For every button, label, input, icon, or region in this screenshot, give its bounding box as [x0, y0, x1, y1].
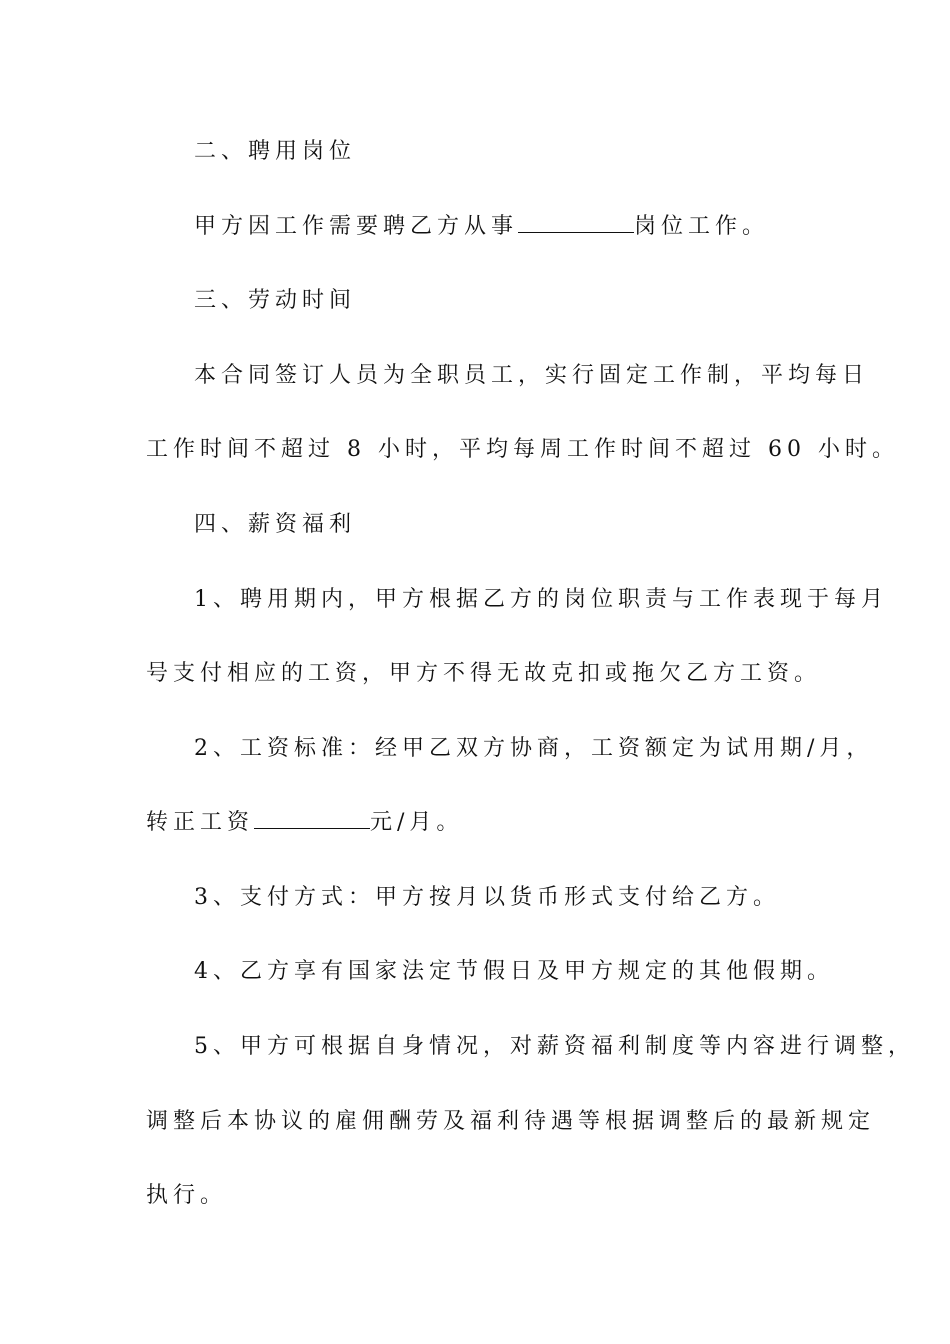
salary-item-1-line-2: 号支付相应的工资，甲方不得无故克扣或拖欠乙方工资。	[146, 661, 822, 686]
salary-item-5-line-2: 调整后本协议的雇佣酬劳及福利待遇等根据调整后的最新规定	[146, 1109, 876, 1134]
salary-item-5-line-1: 5、甲方可根据自身情况，对薪资福利制度等内容进行调整，	[194, 1034, 915, 1059]
position-paragraph	[194, 212, 769, 242]
section-heading-salary: 四、薪资福利	[194, 512, 357, 537]
salary-item-3: 3、支付方式：甲方按月以货币形式支付给乙方。	[194, 885, 780, 910]
salary-item-2-line-1: 2、工资标准：经甲乙双方协商，工资额定为试用期/月，	[194, 736, 874, 761]
working-hours-line-1: 本合同签订人员为全职员工，实行固定工作制，平均每日	[194, 363, 870, 388]
section-heading-position: 二、聘用岗位	[194, 139, 357, 164]
position-text-after: 岗位工作。	[634, 214, 770, 239]
salary-text-before: 转正工资	[146, 810, 255, 835]
working-hours-line-2: 工作时间不超过 8 小时，平均每周工作时间不超过 60 小时。	[146, 437, 899, 462]
salary-blank-field	[254, 808, 370, 829]
salary-item-2-line-2	[146, 808, 463, 838]
salary-item-4: 4、乙方享有国家法定节假日及甲方规定的其他假期。	[194, 959, 834, 984]
section-heading-working-hours: 三、劳动时间	[194, 288, 357, 313]
salary-item-1-line-1: 1、聘用期内，甲方根据乙方的岗位职责与工作表现于每月	[194, 587, 888, 612]
position-text-before: 甲方因工作需要聘乙方从事	[194, 214, 519, 239]
salary-text-after: 元/月。	[370, 810, 464, 835]
position-blank-field	[518, 212, 634, 233]
salary-item-5-line-3: 执行。	[146, 1183, 228, 1208]
